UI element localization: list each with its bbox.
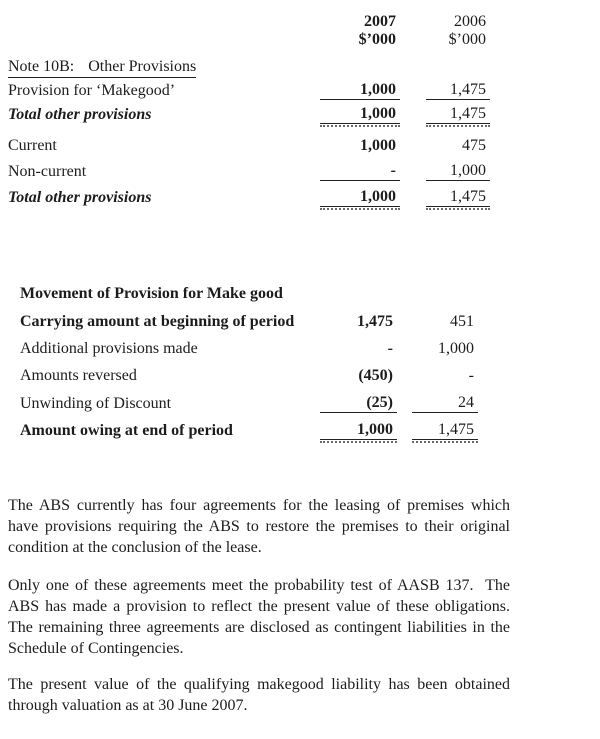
row-label: Carrying amount at beginning of period — [20, 313, 295, 330]
row-label: Current — [8, 137, 57, 154]
note-heading — [8, 58, 196, 78]
table-row — [0, 367, 600, 385]
paragraph-leasing-agreements: The ABS currently has four agreements for the leasing of premises which have provisions requiring the ABS to restore the premises to their original condition at the conclusion of the lease. — [8, 497, 514, 556]
value-2006: 475 — [462, 137, 486, 154]
year-2006-header: 2006 — [454, 13, 486, 30]
value-2007: (25) — [320, 394, 397, 413]
unit-header-row — [0, 31, 600, 49]
value-2006: 1,000 — [438, 340, 474, 357]
value-2006: 1,475 — [412, 421, 478, 440]
note-heading-gap — [74, 58, 88, 76]
table-row-total — [0, 421, 600, 443]
unit-2006-header: $’000 — [448, 31, 486, 48]
row-label: Amount owing at end of period — [20, 422, 233, 439]
table-row — [0, 313, 600, 331]
note-title: Other Provisions — [88, 58, 197, 75]
row-label: Non-current — [8, 163, 87, 180]
document-page — [0, 13, 600, 739]
paragraph-aasb137: Only one of these agreements meet the probability test of AASB 137. The ABS has made a provision to reflect the present value of these obligations. The remaining three agreements are disclosed as contingent liabilities in the Schedule of Contingencies. — [8, 577, 518, 657]
row-label: Total other provisions — [8, 106, 152, 123]
table-row — [0, 162, 600, 183]
table-row-total — [0, 188, 600, 209]
table-row-total — [0, 105, 600, 126]
table-row — [0, 137, 600, 155]
table-row — [0, 81, 600, 102]
value-2007: 1,000 — [320, 421, 397, 440]
value-2007: 1,000 — [320, 188, 400, 207]
row-label: Total other provisions — [8, 189, 152, 206]
row-label: Provision for ‘Makegood’ — [8, 82, 176, 99]
value-2006: 451 — [450, 313, 474, 330]
row-label: Additional provisions made — [20, 340, 198, 357]
value-2006: 1,475 — [426, 81, 490, 100]
other-provisions-table — [0, 13, 600, 209]
value-2006: - — [468, 367, 474, 384]
table-row — [0, 340, 600, 358]
value-2007: - — [320, 162, 400, 181]
year-2007-header: 2007 — [364, 13, 396, 30]
row-label: Unwinding of Discount — [20, 395, 172, 412]
value-2007: 1,000 — [320, 81, 400, 100]
note-number: Note 10B: — [8, 58, 75, 75]
value-2007: 1,000 — [320, 105, 400, 124]
value-2007: - — [387, 340, 393, 357]
note-heading-row — [0, 58, 600, 77]
value-2007: 1,000 — [360, 137, 396, 154]
table-row — [0, 394, 600, 416]
value-2006: 1,475 — [426, 105, 490, 124]
row-label: Amounts reversed — [20, 367, 137, 384]
year-header-row — [0, 13, 600, 31]
value-2007: 1,475 — [357, 313, 393, 330]
value-2007: (450) — [358, 367, 393, 384]
value-2006: 1,475 — [426, 188, 490, 207]
movement-table-title: Movement of Provision for Make good — [20, 285, 283, 302]
paragraph-valuation: The present value of the qualifying makegood liability has been obtained through valuation as at 30 June 2007. — [8, 676, 514, 714]
unit-2007-header: $’000 — [358, 31, 396, 48]
movement-table — [0, 285, 600, 443]
value-2006: 1,000 — [426, 162, 490, 181]
value-2006: 24 — [412, 394, 478, 413]
